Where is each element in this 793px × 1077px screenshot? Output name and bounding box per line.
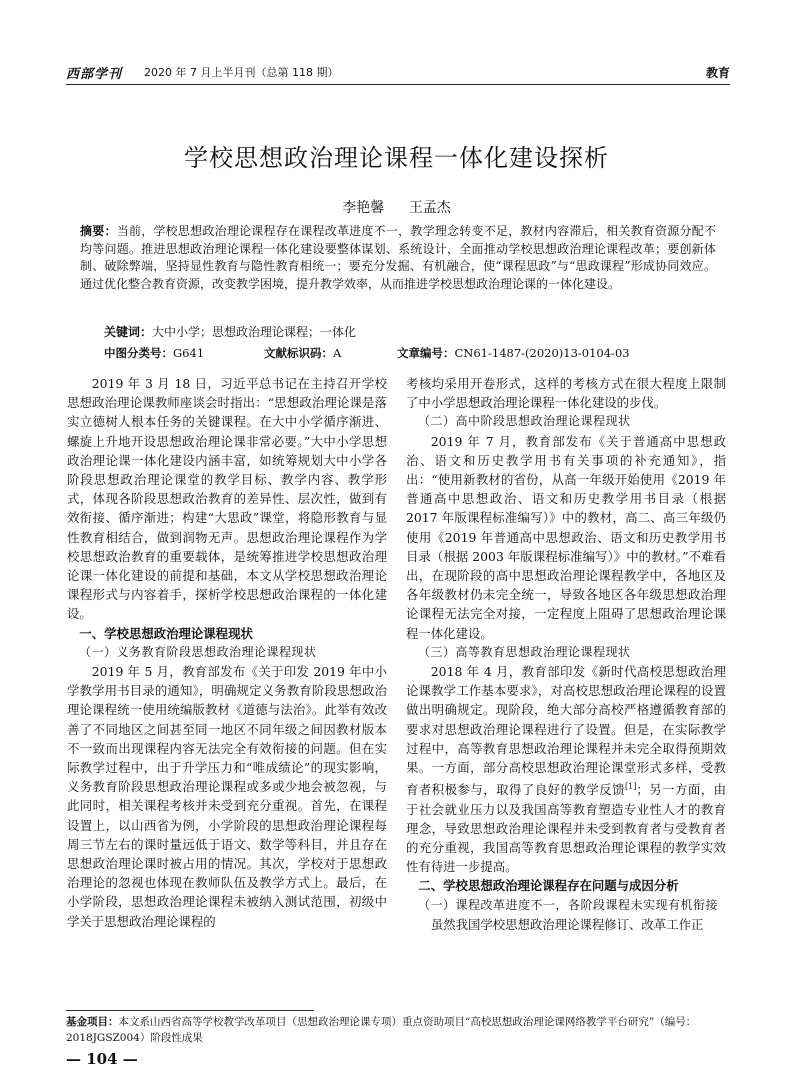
- footnote-rule: [66, 1010, 314, 1011]
- section-name: 教育: [705, 66, 730, 80]
- abstract-text: 当前，学校思想政治理论课程存在课程改革进度不一，教学理念转变不足，教材内容滞后，相关教育资源分配不均等问题。推进思想政治理论课程一体化建设要整体谋划、系统设计，全面推动学校思想政治理论课程改革；要创新体制、破除弊端，坚持显性教育与隐性教育相统一；要充分发掘、有机融合，使“课程思政”与“思政课程”形成协同效应。通过优化整合教育资源，改变教学困境，提升教学效率，从而推进学校思想政治理论课的一体化建设。: [80, 224, 716, 291]
- article-number-label: 文章编号：: [397, 346, 455, 360]
- subsection-heading: （一）义务教育阶段思想政治理论课程现状: [79, 644, 317, 659]
- subsection-heading: （一）课程改革进度不一，各阶段课程未实现有机衔接: [418, 897, 719, 912]
- author-1: 李艳馨: [342, 200, 385, 216]
- footnote: [66, 1014, 730, 1046]
- right-column: [406, 374, 726, 934]
- subsection-heading: （二）高中阶段思想政治理论课程现状: [418, 414, 631, 429]
- section-heading: 一、学校思想政治理论课程现状: [79, 625, 253, 641]
- authors: [0, 197, 793, 217]
- footnote-label: 基金项目：: [66, 1016, 119, 1028]
- page-number: — 104 —: [66, 1050, 138, 1068]
- paragraph: 2019 年 7 月，教育部发布《关于普通高中思想政治、语文和历史教学用书有关事项的补充通知》，指出：“使用新教材的省份，从高一年级开始使用《2019 年普通高中思想政治、语文和历史教学用书目录（根据 2017 年版课程标准编写）》中的教材，高二、高三年级仍使用《2019 年普通高中思想政治、语文和历史教学用书目录（根据 2003 年版课程标准编写）》中的教材。”不难看出，在现阶段的高中思想政治理论课程教学中，各地区及各年级教材仍未完全统一，导致各地区各年级思想政治理论课程无法完全对接，一定程度上阻碍了思想政治理论课程一体化建设。: [406, 433, 726, 641]
- journal-logo: 西部学刊: [66, 67, 123, 82]
- paragraph: 虽然我国学校思想政治理论课程修订、改革工作正: [430, 916, 704, 932]
- subsection-heading: （三）高等教育思想政治理论课程现状: [418, 644, 631, 659]
- paragraph-text: 2018 年 4 月，教育部印发《新时代高校思想政治理论课教学工作基本要求》，对高校思想政治理论课程的设置做出明确规定。现阶段，绝大部分高校严格遵循教育部的要求对思想政治理论课程进行了设置。但是，在实际教学过程中，高等教育思想政治理论课程并未完全取得预期效果。一方面，部分高校思想政治理论课堂形式多样，受教育者积极参与，取得了良好的教学反馈: [406, 664, 726, 798]
- running-header: [66, 62, 730, 82]
- header-rule: [66, 84, 730, 85]
- paragraph: [406, 662, 726, 876]
- paragraph: 考核均采用开卷形式，这样的考核方式在很大程度上限制了中小学思想政治理论课程一体化建设的步伐。: [406, 376, 726, 411]
- issue-info: 2020 年 7 月上半月刊（总第 118 期）: [144, 66, 339, 79]
- paragraph: 2019 年 3 月 18 日，习近平总书记在主持召开学校思想政治理论课教师座谈会时指出：“思想政治理论课是落实立德树人根本任务的关键课程。在大中小学循序渐进、螺旋上升地开设思想政治理论课非常必要。”大中小学思想政治理论课一体化建设内涵丰富，如统筹规划大中小学各阶段思想政治理论课堂的教学目标、教学内容、教学形式，体现各阶段思想政治教育的差异性、层次性，做到有效衔接、循序渐进；构建“大思政”课堂，将隐形教育与显性教育相结合，做到润物无声。思想政治理论课程作为学校思想政治教育的重要载体，是统筹推进学校思想政治理论课一体化建设的前提和基础，本文从学校思想政治理论课程形式与内容着手，探析学校思想政治课程的一体化建设。: [67, 376, 387, 622]
- article-number-value: CN61-1487-(2020)13-0104-03: [454, 346, 630, 360]
- keywords: [104, 323, 356, 340]
- doc-code-value: A: [333, 346, 342, 360]
- clc-value: G641: [173, 346, 205, 360]
- footnote-text: 本文系山西省高等学校教学改革项目（思想政治理论课专项）重点资助项目“高校思想政治理论课网络教学平台研究”（编号：2018JGSZ004）阶段性成果: [66, 1016, 697, 1044]
- keywords-text: 大中小学；思想政治理论课程；一体化: [152, 325, 357, 339]
- section-heading: 二、学校思想政治理论课程存在问题与成因分析: [418, 878, 679, 894]
- paragraph: 2019 年 5 月，教育部发布《关于印发 2019 年中小学教学用书目录的通知》，明确规定义务教育阶段思想政治理论课程统一使用统编版教材《道德与法治》。此举有效改善了不同地区之间甚至同一地区不同年级之间因教材版本不一致而出现课程内容无法完全有效衔接的问题。但在实际教学过程中，出于升学压力和“唯成绩论”的现实影响，义务教育阶段思想政治理论课程或多或少地会被忽视，与此同时，相关课程考核并未受到充分重视。首先，在课程设置上，以山西省为例，小学阶段的思想政治理论课程每周三节左右的课时量远低于语文、数学等科目，并且存在思想政治理论课时被占用的情况。其次，学校对于思想政治理论的忽视也体现在教师队伍及教学方式上。最后，在小学阶段，思想政治理论课程未被纳入测试范围，初级中学关于思想政治理论课程的: [67, 664, 387, 929]
- clc-label: 中图分类号：: [104, 346, 173, 360]
- abstract: [80, 223, 716, 293]
- paragraph-text: ；另一方面，由于社会就业压力以及我国高等教育塑造专业性人才的教育理念，导致思想政治理论课程并未受到教育者与受教育者的充分重视，我国高等教育思想政治理论课程的教学实效性有待进一步提高。: [406, 782, 727, 875]
- abstract-label: 摘要：: [80, 224, 117, 238]
- citation-ref: [1]: [624, 782, 637, 792]
- doc-code-label: 文献标识码：: [264, 346, 333, 360]
- author-2: 王孟杰: [408, 200, 451, 216]
- article-title: 学校思想政治理论课程一体化建设探析: [184, 144, 609, 172]
- keywords-label: 关键词：: [104, 325, 153, 339]
- left-column: [67, 374, 387, 931]
